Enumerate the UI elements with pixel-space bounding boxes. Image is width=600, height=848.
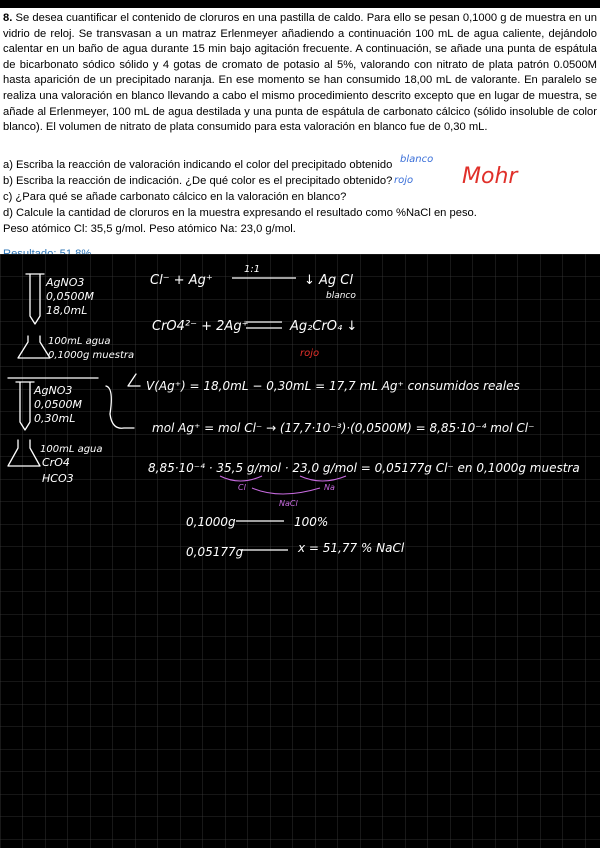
sample-conc: 0,0500M xyxy=(46,290,94,303)
handwritten-board xyxy=(0,254,600,848)
reaction1-ratio: 1:1 xyxy=(244,264,261,275)
calc-moles: mol Ag⁺ = mol Cl⁻ → (17,7·10⁻³)·(0,0500M) = 8,85·10⁻⁴ mol Cl⁻ xyxy=(152,421,535,435)
reaction1-product: ↓ Ag Cl xyxy=(304,273,353,288)
sample-water: 100mL agua xyxy=(48,336,111,347)
blank-water: 100mL agua xyxy=(40,444,103,455)
r3-result: x = 51,77 % NaCl xyxy=(298,541,405,555)
reaction1-left: Cl⁻ + Ag⁺ xyxy=(150,273,213,288)
calc-volume: V(Ag⁺) = 18,0mL − 0,30mL = 17,7 mL Ag⁺ consumidos reales xyxy=(146,379,520,393)
blank-reagent: AgNO3 xyxy=(34,384,73,397)
nacl-label: NaCl xyxy=(279,499,298,508)
r3-hundred: 100% xyxy=(294,515,329,529)
blank-vol: 0,30mL xyxy=(34,412,76,425)
r3-cl-mass: 0,05177g xyxy=(186,545,244,559)
reaction1-label: blanco xyxy=(326,291,356,301)
calc-mass: 8,85·10⁻⁴ · 35,5 g/mol · 23,0 g/mol = 0,05177g Cl⁻ en 0,1000g muestra xyxy=(148,461,580,475)
problem-number: 8. xyxy=(3,12,13,24)
sample-mass: 0,1000g muestra xyxy=(48,350,135,361)
sample-reagent: AgNO3 xyxy=(46,276,85,289)
problem-body: Se desea cuantificar el contenido de cloruros en una pastilla de caldo. Para ello se pesan 0,1000 g de muestra en un vidrio de reloj. Se transvasan a un matraz Erlenmeyer añadiendo a continuación 100 mL de agua caliente, dejándolo calentar en un baño de agua durante 15 min bajo agitación frecuente. A continuación, se añade una punta de espátula de bicarbonato sódico sólido y 4 gotas de cromato de potasio al 5%, valorando con nitrato de plata patrón 0.0500M hasta aparición de un precipitado naranja. En ese momento se han consumido 18,00 mL de valorante. En paralelo se realiza una valoración en blanco llevando a cabo el mismo procedimiento descrito excepto que en lugar de muestra, se añade al Erlenmeyer, 100 mL de agua destilada y una punta de espátula de carbonato cálcico (sólido insoluble de color blanco). El volumen de nitrato de plata consumido para esta valoración en blanco fue de 0,30 mL. xyxy=(3,12,597,134)
question-b: b) Escriba la reacción de indicación. ¿De qué color es el precipitado obtenido? xyxy=(3,175,393,187)
reaction2-product: Ag₂CrO₄ ↓ xyxy=(290,319,358,334)
blank-bicarbonate: HCO3 xyxy=(42,472,74,485)
cl-label: Cl xyxy=(238,483,246,492)
sample-vol: 18,0mL xyxy=(46,304,88,317)
top-bar xyxy=(0,0,600,8)
question-a: a) Escriba la reacción de valoración indicando el color del precipitado obtenido xyxy=(3,159,393,171)
blank-indicator: CrO4 xyxy=(42,456,70,469)
annotation-blanco: blanco xyxy=(400,154,434,165)
reaction2-label: rojo xyxy=(300,348,320,359)
na-label: Na xyxy=(324,483,335,492)
blank-conc: 0,0500M xyxy=(34,398,82,411)
question-d: d) Calcule la cantidad de cloruros en la muestra expresando el resultado como %NaCl en peso. xyxy=(3,207,477,219)
atomic-weights: Peso atómico Cl: 35,5 g/mol. Peso atómico Na: 23,0 g/mol. xyxy=(3,223,296,235)
problem-statement xyxy=(0,8,600,254)
question-c: c) ¿Para qué se añade carbonato cálcico en la valoración en blanco? xyxy=(3,191,347,203)
problem-paragraph xyxy=(3,11,597,136)
annotation-mohr: Mohr xyxy=(462,164,518,189)
annotation-rojo: rojo xyxy=(394,175,414,186)
r3-sample-mass: 0,1000g xyxy=(186,515,236,529)
reaction2-left: CrO4²⁻ + 2Ag⁺ xyxy=(152,319,249,334)
